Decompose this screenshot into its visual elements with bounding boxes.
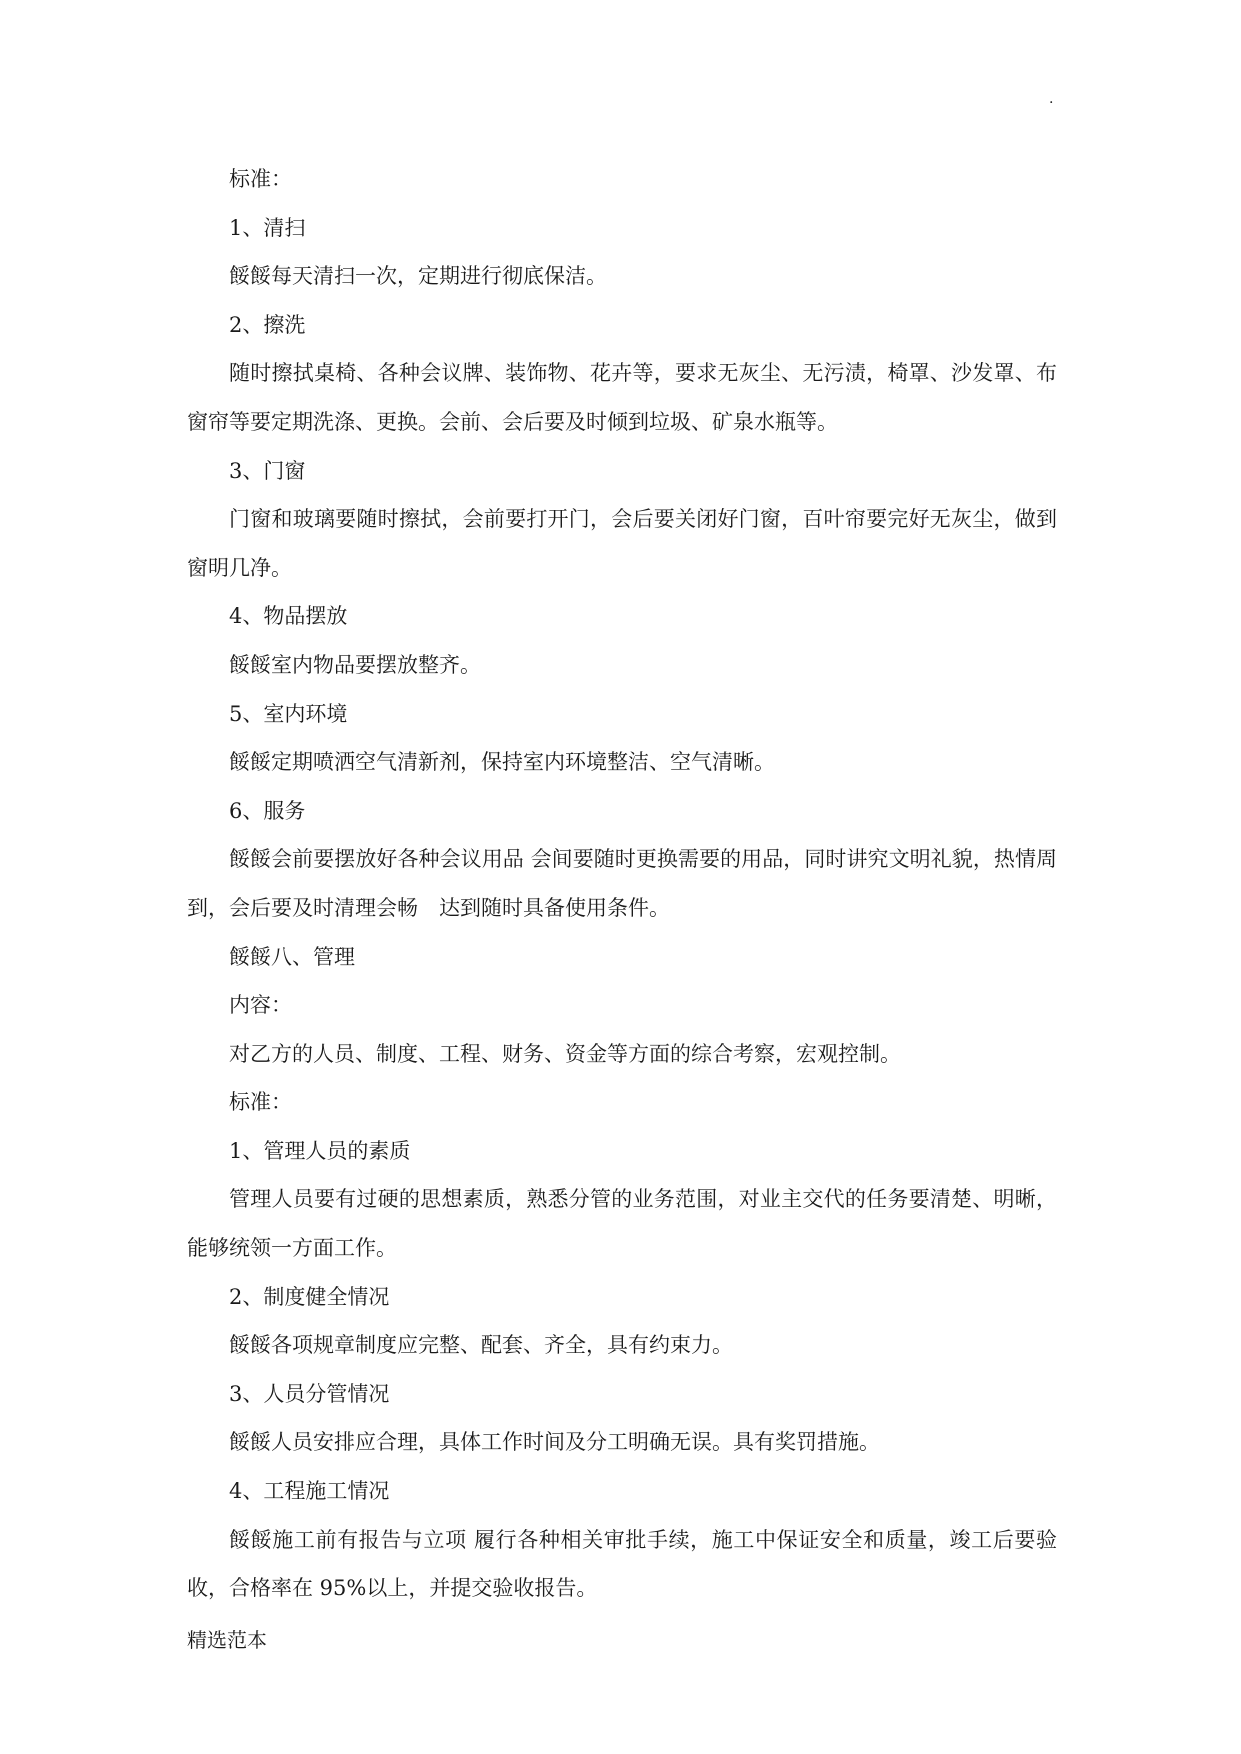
paragraph-arrangement: 餒餒室内物品要摆放整齐。 (229, 652, 481, 677)
header-mark: . (1049, 91, 1054, 107)
item-heading-wiping: 2、擦洗 (229, 312, 306, 337)
paragraph-content: 对乙方的人员、制度、工程、财务、资金等方面的综合考察，宏观控制。 (229, 1041, 901, 1066)
paragraph-indoor-environment: 餒餒定期喷洒空气清新剂，保持室内环境整洁、空气清晰。 (229, 750, 775, 775)
item-heading-indoor-environment: 5、室内环境 (229, 701, 348, 726)
item-heading-cleaning: 1、清扫 (229, 215, 306, 240)
paragraph-construction: 餒餒施工前有报告与立项 履行各种相关审批手续，施工中保证安全和质量，竣工后要验收，合格率在 95%以上，并提交验收报告。 (187, 1527, 1057, 1601)
item-heading-construction: 4、工程施工情况 (229, 1479, 390, 1504)
item-heading-service: 6、服务 (229, 798, 306, 823)
document-body (187, 155, 1057, 1613)
paragraph-staff-quality: 管理人员要有过硬的思想素质，熟悉分管的业务范围，对业主交代的任务要清楚、明晰，能够统领一方面工作。 (187, 1187, 1057, 1261)
paragraph-doors-windows: 门窗和玻璃要随时擦拭，会前要打开门，会后要关闭好门窗，百叶帘要完好无灰尘，做到窗明几净。 (187, 507, 1057, 580)
section-heading-standard-2: 标准： (229, 1090, 292, 1115)
section-heading-standard: 标准： (229, 167, 292, 191)
paragraph-cleaning: 餒餒每天清扫一次，定期进行彻底保洁。 (229, 264, 607, 289)
section-heading-content: 内容： (229, 993, 292, 1018)
paragraph-system-completeness: 餒餒各项规章制度应完整、配套、齐全，具有约束力。 (229, 1333, 733, 1358)
paragraph-staff-allocation: 餒餒人员安排应合理，具体工作时间及分工明确无误。具有奖罚措施。 (229, 1430, 880, 1455)
item-heading-staff-allocation: 3、人员分管情况 (229, 1381, 390, 1406)
item-heading-doors-windows: 3、门窗 (229, 458, 306, 483)
paragraph-service: 餒餒会前要摆放好各种会议用品 会间要随时更换需要的用品，同时讲究文明礼貌，热情周到，会后要及时清理会畅 达到随时具备使用条件。 (187, 847, 1057, 920)
item-heading-arrangement: 4、物品摆放 (229, 604, 348, 629)
footer-label: 精选范本 (187, 1628, 267, 1652)
item-heading-staff-quality: 1、管理人员的素质 (229, 1138, 411, 1163)
section-heading-management: 餒餒八、管理 (229, 944, 355, 969)
paragraph-wiping: 随时擦拭桌椅、各种会议牌、装饰物、花卉等，要求无灰尘、无污渍，椅罩、沙发罩、布窗帘等要定期洗涤、更换。会前、会后要及时倾到垃圾、矿泉水瓶等。 (187, 361, 1057, 434)
item-heading-system-completeness: 2、制度健全情况 (229, 1284, 390, 1309)
